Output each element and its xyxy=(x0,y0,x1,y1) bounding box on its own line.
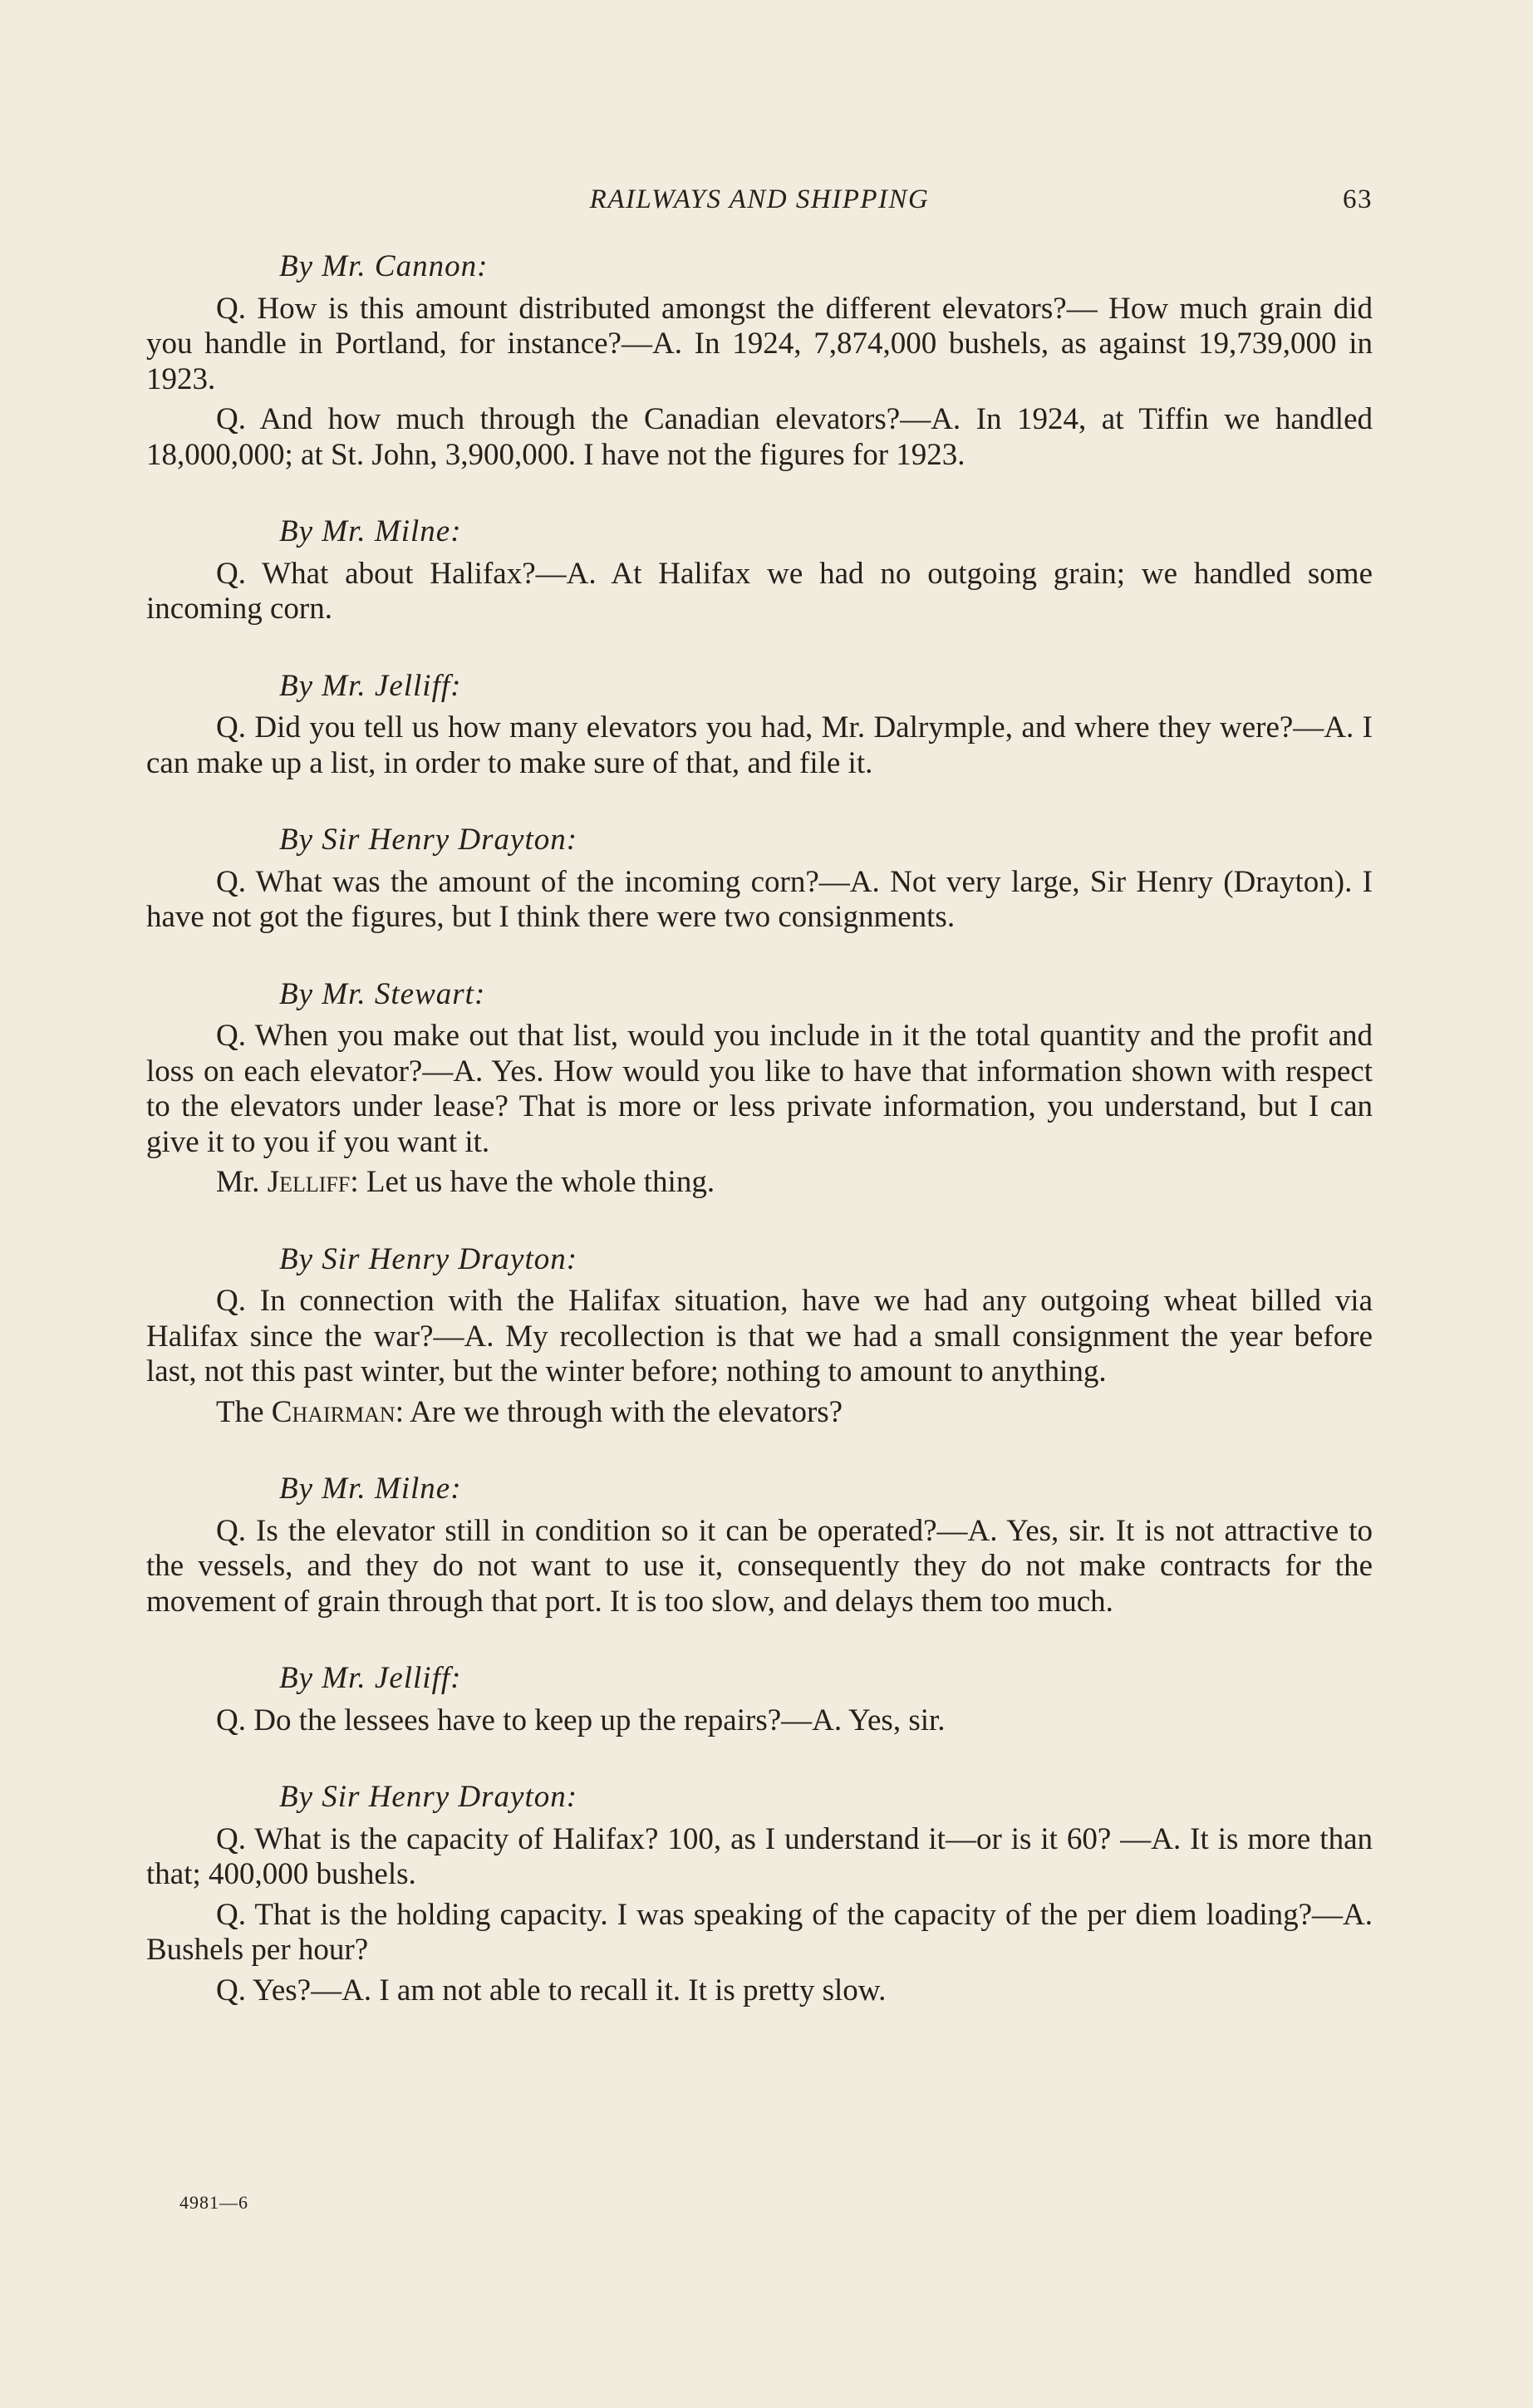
speaker-heading: By Mr. Jelliff: xyxy=(279,668,462,703)
speaker-heading: By Mr. Jelliff: xyxy=(279,1661,462,1695)
transcript-section xyxy=(146,1780,1373,2008)
interjection-name: Chairman xyxy=(271,1394,396,1429)
transcript-section xyxy=(146,1472,1373,1619)
page-number: 63 xyxy=(1343,184,1373,214)
transcript-section xyxy=(146,1661,1373,1738)
speaker-heading: By Mr. Stewart: xyxy=(279,976,486,1011)
interjection-text: : Let us have the whole thing. xyxy=(350,1165,715,1199)
speaker-heading: By Sir Henry Drayton: xyxy=(279,1780,578,1814)
qa-paragraph: Q. And how much through the Canadian elevators?—A. In 1924, at Tiffin we handled 18,000,000; at St. John, 3,900,000. I have not the figures for 1923. xyxy=(146,402,1373,472)
transcript-section xyxy=(146,977,1373,1201)
speaker-heading: By Sir Henry Drayton: xyxy=(279,1241,578,1276)
page-header xyxy=(146,184,1373,218)
transcript-section xyxy=(146,249,1373,473)
interjection-paragraph xyxy=(146,1395,1373,1431)
transcript-section xyxy=(146,514,1373,627)
interjection-paragraph xyxy=(146,1165,1373,1201)
speaker-heading: By Sir Henry Drayton: xyxy=(279,823,578,857)
transcript-section xyxy=(146,823,1373,936)
qa-paragraph: Q. That is the holding capacity. I was speaking of the capacity of the per diem loading?—A. Bushels per hour? xyxy=(146,1897,1373,1967)
qa-paragraph: Q. In connection with the Halifax situation, have we had any outgoing wheat billed via Halifax since the war?—A. My recollection is that we had a small consignment the year before last, not this past winter, but the winter before; nothing to amount to anything. xyxy=(146,1284,1373,1388)
qa-paragraph: Q. Do the lessees have to keep up the repairs?—A. Yes, sir. xyxy=(216,1703,946,1737)
qa-paragraph: Q. When you make out that list, would you include in it the total quantity and the profit and loss on each elevator?—A. Yes. How would you like to have that information shown with respect to the elevators under lease? That is more or less private information, you understand, but I can give it to you if you want it. xyxy=(146,1019,1373,1159)
qa-paragraph: Q. What is the capacity of Halifax? 100, as I understand it—or is it 60? —A. It is more than that; 400,000 bushels. xyxy=(146,1821,1373,1891)
transcript-section xyxy=(146,1242,1373,1431)
speaker-heading: By Mr. Milne: xyxy=(279,514,462,548)
qa-paragraph: Q. Did you tell us how many elevators you had, Mr. Dalrymple, and where they were?—A. I can make up a list, in order to make sure of that, and file it. xyxy=(146,710,1373,780)
transcript-body xyxy=(146,249,1373,2050)
qa-paragraph: Q. Is the elevator still in condition so it can be operated?—A. Yes, sir. It is not attractive to the vessels, and they do not want to use it, consequently they do not make contracts for the movement of grain through that port. It is too slow, and delays them too much. xyxy=(146,1513,1373,1619)
qa-paragraph: Q. Yes?—A. I am not able to recall it. It is pretty slow. xyxy=(216,1973,887,2007)
interjection-name: Jelliff xyxy=(267,1165,351,1199)
speaker-heading: By Mr. Cannon: xyxy=(279,249,489,283)
running-title: RAILWAYS AND SHIPPING xyxy=(589,184,930,214)
signature-mark: 4981—6 xyxy=(179,2192,248,2213)
interjection-prefix: Mr. xyxy=(216,1165,268,1199)
qa-paragraph: Q. What was the amount of the incoming corn?—A. Not very large, Sir Henry (Drayton). I have not got the figures, but I think there were two consignments. xyxy=(146,864,1373,934)
qa-paragraph: Q. What about Halifax?—A. At Halifax we had no outgoing grain; we handled some incoming corn. xyxy=(146,556,1373,626)
interjection-text: : Are we through with the elevators? xyxy=(395,1394,843,1429)
speaker-heading: By Mr. Milne: xyxy=(279,1472,462,1506)
transcript-section xyxy=(146,669,1373,782)
interjection-prefix: The xyxy=(216,1394,272,1429)
qa-paragraph: Q. How is this amount distributed amongst the different elevators?— How much grain did you handle in Portland, for instance?—A. In 1924, 7,874,000 bushels, as against 19,739,000 in 1923. xyxy=(146,291,1373,396)
